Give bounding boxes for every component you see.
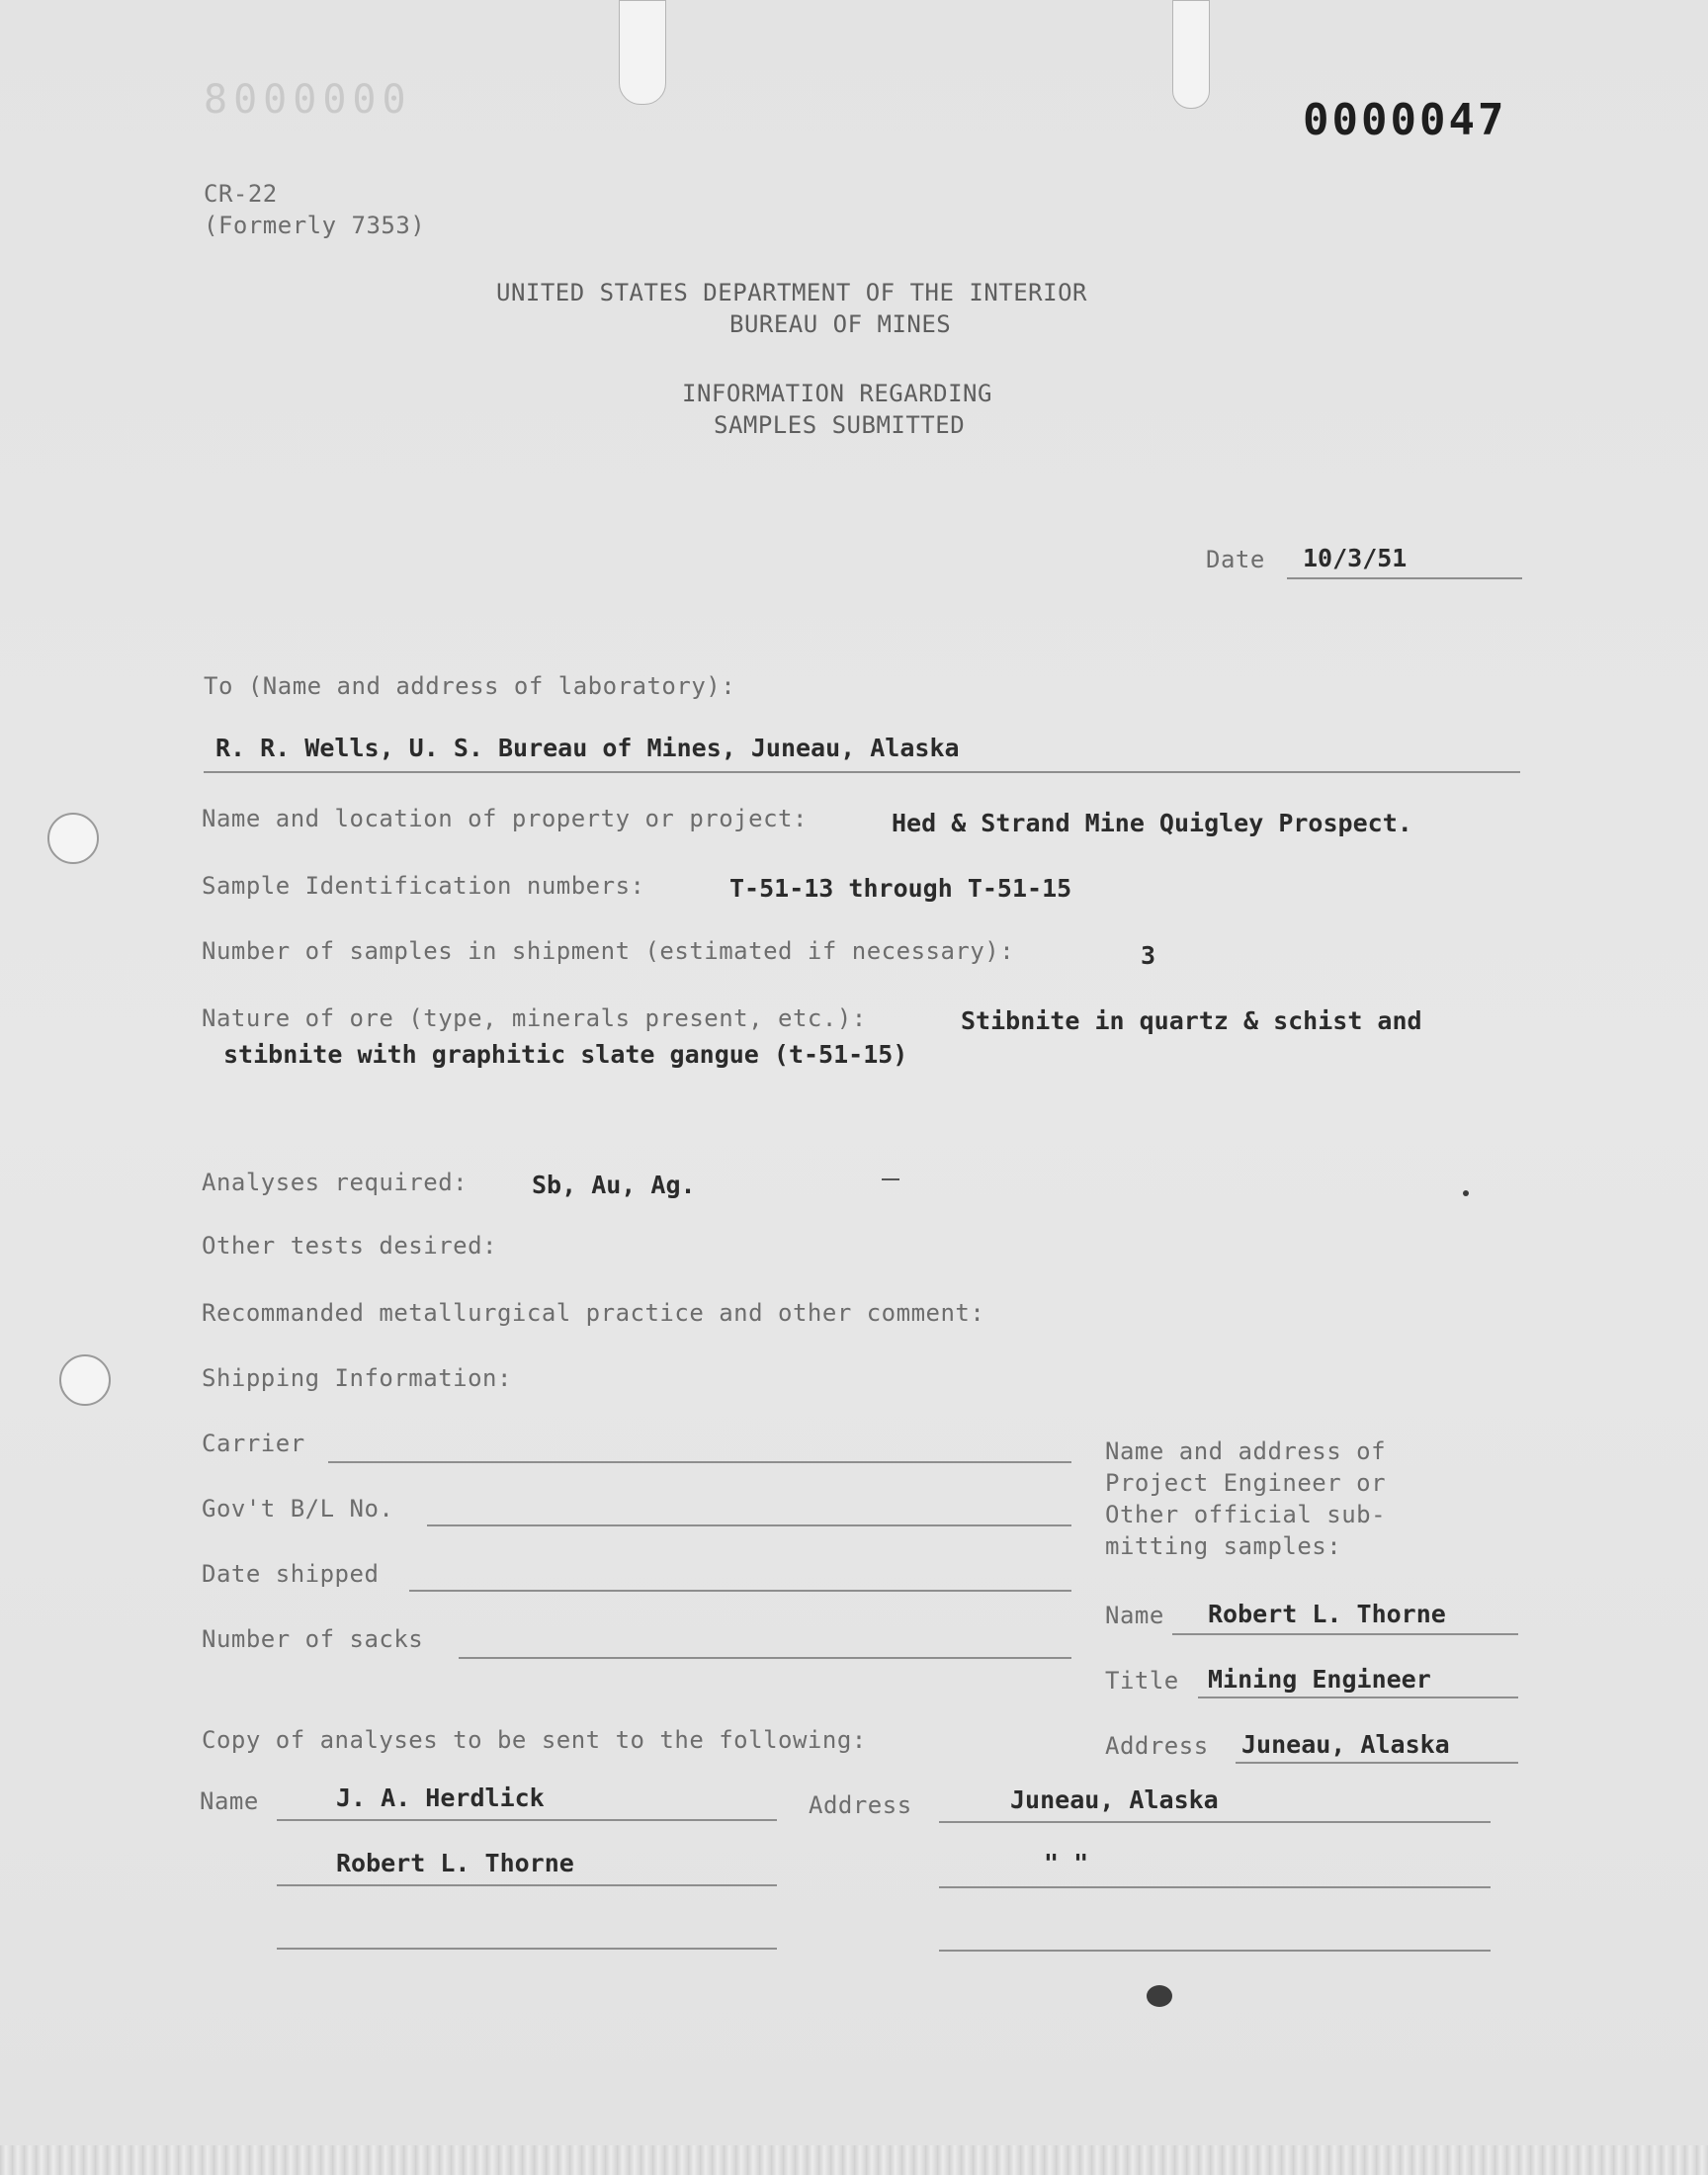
ink-blot (1147, 1985, 1172, 2007)
copy-row1-name: J. A. Herdlick (336, 1784, 545, 1812)
recommended-label: Recommanded metallurgical practice and other comment: (202, 1299, 985, 1327)
header-department: UNITED STATES DEPARTMENT OF THE INTERIOR (496, 279, 1087, 306)
engineer-caption-line1: Name and address of (1105, 1437, 1387, 1465)
property-label: Name and location of property or project: (202, 805, 808, 832)
bl-line (427, 1524, 1071, 1526)
engineer-name-value: Robert L. Thorne (1208, 1600, 1446, 1628)
copy-label: Copy of analyses to be sent to the following: (202, 1726, 867, 1754)
copy-row2-address-line (939, 1886, 1491, 1888)
form-code: CR-22 (204, 180, 278, 208)
engineer-address-label: Address (1105, 1732, 1209, 1760)
other-tests-label: Other tests desired: (202, 1232, 497, 1260)
copy-row3-name-line (277, 1948, 777, 1950)
copy-row2-name: Robert L. Thorne (336, 1849, 574, 1877)
date-shipped-label: Date shipped (202, 1560, 380, 1588)
carrier-line (328, 1461, 1071, 1463)
copy-row1-name-line (277, 1819, 777, 1821)
engineer-name-line (1172, 1633, 1518, 1635)
carrier-label: Carrier (202, 1430, 305, 1457)
engineer-name-label: Name (1105, 1602, 1164, 1629)
num-samples-label: Number of samples in shipment (estimated if necessary): (202, 937, 1015, 965)
analyses-value: Sb, Au, Ag. (532, 1171, 696, 1199)
to-value: R. R. Wells, U. S. Bureau of Mines, Juneau, Alaska (215, 734, 960, 762)
engineer-caption-line3: Other official sub- (1105, 1501, 1387, 1528)
scan-edge-stripe (0, 2145, 1708, 2175)
engineer-title-value: Mining Engineer (1208, 1665, 1431, 1694)
analyses-label: Analyses required: (202, 1169, 469, 1196)
engineer-title-line (1198, 1696, 1518, 1698)
copy-name-label: Name (200, 1787, 259, 1815)
property-value: Hed & Strand Mine Quigley Prospect. (892, 809, 1412, 837)
bl-label: Gov't B/L No. (202, 1495, 394, 1522)
sample-ids-value: T-51-13 through T-51-15 (729, 874, 1072, 903)
engineer-caption-line2: Project Engineer or (1105, 1469, 1387, 1497)
punch-hole-bottom (59, 1354, 111, 1406)
copy-row1-address-line (939, 1821, 1491, 1823)
ghost-stamp-number: 8000000 (204, 77, 412, 123)
date-line (1287, 577, 1522, 579)
header-info-regarding: INFORMATION REGARDING (682, 380, 992, 407)
document-number: 0000047 (1303, 95, 1507, 145)
punch-hole-top (47, 813, 99, 864)
header-bureau: BUREAU OF MINES (729, 310, 952, 338)
engineer-address-line (1236, 1762, 1518, 1764)
num-samples-value: 3 (1141, 941, 1156, 970)
date-label: Date (1206, 546, 1265, 573)
copy-row2-address: " " (1044, 1849, 1089, 1877)
nature-of-ore-value-line2: stibnite with graphitic slate gangue (t-51-15) (223, 1040, 908, 1069)
sacks-label: Number of sacks (202, 1625, 424, 1653)
sacks-line (459, 1657, 1071, 1659)
copy-row3-address-line (939, 1950, 1491, 1952)
header-samples-submitted: SAMPLES SUBMITTED (714, 411, 966, 439)
engineer-caption-line4: mitting samples: (1105, 1532, 1342, 1560)
nature-of-ore-label: Nature of ore (type, minerals present, etc.): (202, 1004, 867, 1032)
to-line (204, 771, 1520, 773)
date-shipped-line (409, 1590, 1071, 1592)
binder-tab-right (1172, 0, 1210, 109)
date-value: 10/3/51 (1303, 544, 1408, 572)
to-label: To (Name and address of laboratory): (204, 672, 736, 700)
nature-of-ore-value-line1: Stibnite in quartz & schist and (961, 1006, 1422, 1035)
ink-dot (1463, 1190, 1469, 1196)
engineer-title-label: Title (1105, 1667, 1179, 1695)
binder-tab-left (619, 0, 666, 105)
stray-dash (882, 1178, 899, 1180)
shipping-label: Shipping Information: (202, 1364, 512, 1392)
copy-address-label: Address (809, 1791, 912, 1819)
sample-ids-label: Sample Identification numbers: (202, 872, 645, 900)
engineer-address-value: Juneau, Alaska (1241, 1730, 1450, 1759)
form-formerly: (Formerly 7353) (204, 212, 426, 239)
copy-row1-address: Juneau, Alaska (1010, 1785, 1219, 1814)
copy-row2-name-line (277, 1884, 777, 1886)
